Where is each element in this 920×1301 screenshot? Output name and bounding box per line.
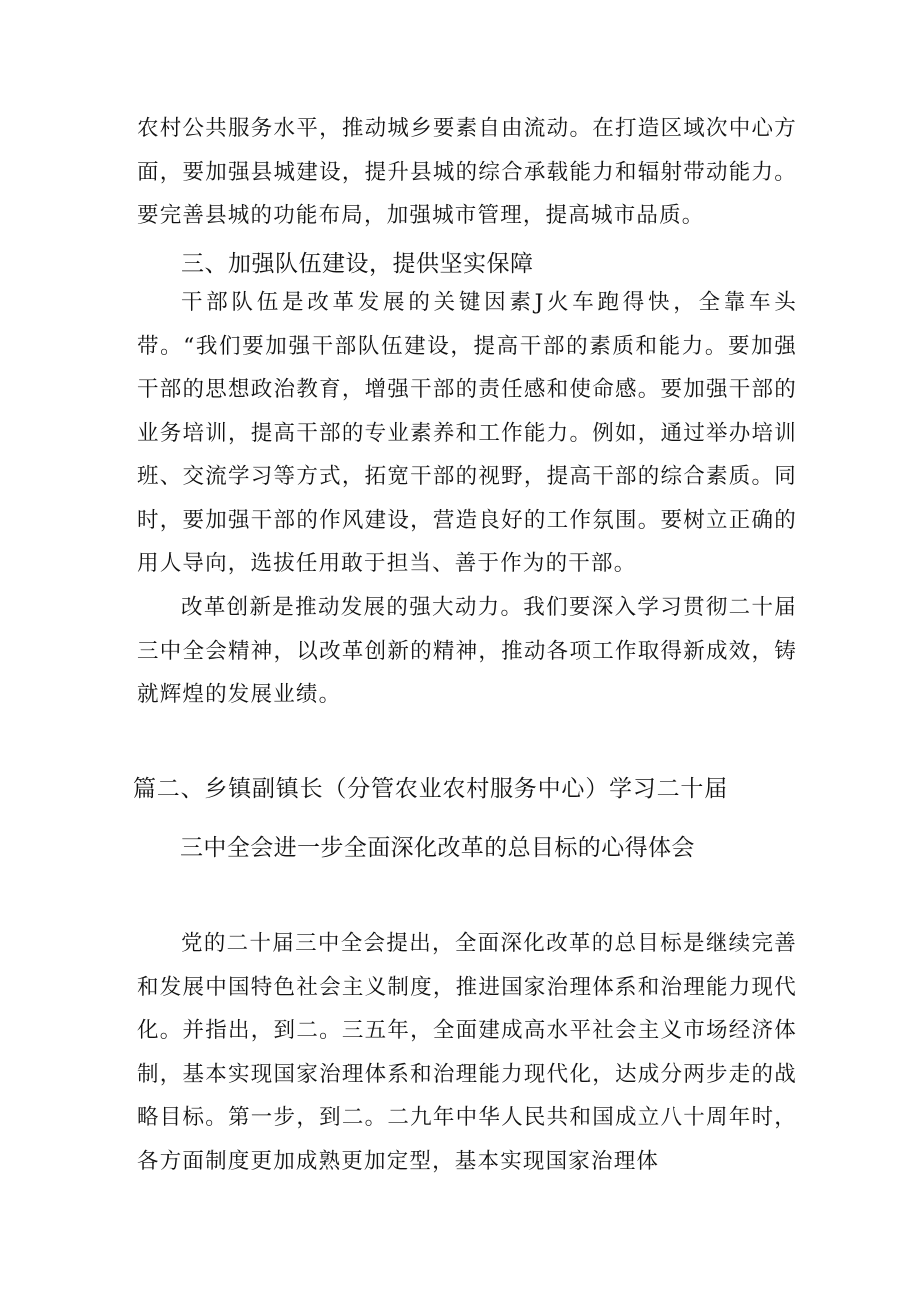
- article-title-line-1: 篇二、乡镇副镇长（分管农业农村服务中心）学习二十届: [133, 776, 728, 802]
- intro-paragraph: 农村公共服务水平，推动城乡要素自由流动。在打造区域次中心方面，要加强县城建设，提升县城的综合承载能力和辐射带动能力。要完善县城的功能布局，加强城市管理，提高城市品质。: [137, 116, 797, 228]
- article-paragraph-1: 党的二十届三中全会提出，全面深化改革的总目标是继续完善和发展中国特色社会主义制度，推进国家治理体系和治理能力现代化。并指出，到二。三五年，全面建成高水平社会主义市场经济体制，基本实现国家治理体系和治理能力现代化，达成分两步走的战略目标。第一步，到二。二九年中华人民共和国成立八十周年时，各方面制度更加成熟更加定型，基本实现国家治理体: [137, 931, 797, 1174]
- section-paragraph-reform-innovation: 改革创新是推动发展的强大动力。我们要深入学习贯彻二十届三中全会精神，以改革创新的精神，推动各项工作取得新成效，铸就辉煌的发展业绩。: [137, 595, 797, 707]
- section-paragraph-cadre-team: 干部队伍是改革发展的关键因素J火车跑得快，全靠车头带。“我们要加强干部队伍建设，提高干部的素质和能力。要加强干部的思想政治教育，增强干部的责任感和使命感。要加强干部的业务培训，提高干部的专业素养和工作能力。例如，通过举办培训班、交流学习等方式，拓宽干部的视野，提高干部的综合素质。同时，要加强干部的作风建设，营造良好的工作氛围。要树立正确的用人导向，选拔任用敢于担当、善于作为的干部。: [137, 290, 797, 576]
- section-heading: 三、加强队伍建设，提供坚实保障: [181, 251, 534, 277]
- article-title-line-2: 三中全会进一步全面深化改革的总目标的心得体会: [180, 835, 695, 861]
